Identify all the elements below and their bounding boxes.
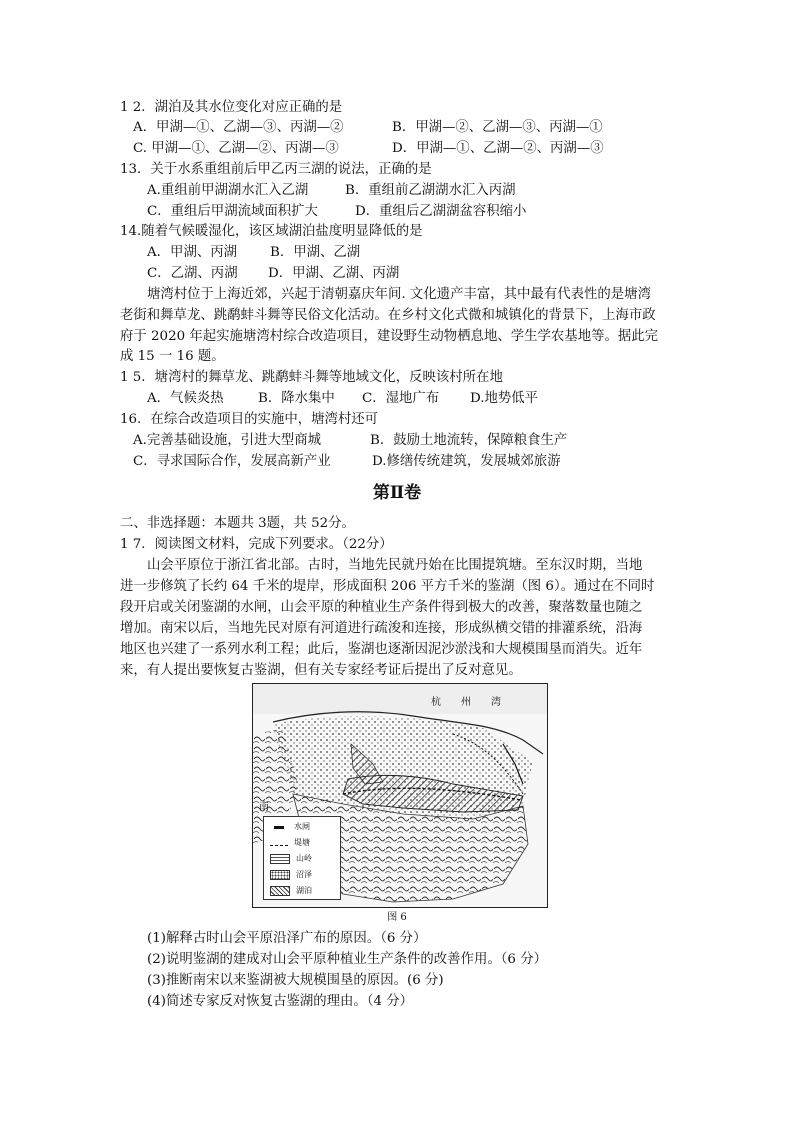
q17-para-line-2: 进一步修筑了长约 64 千米的堤岸，形成面积 206 平方千米的鉴湖（图 6）。通过在不同时 [120, 579, 655, 594]
lake-symbol-icon [270, 886, 290, 896]
q13-option-b: B．重组前乙湖湖水汇入丙湖 [345, 183, 516, 198]
subquestion-1: (1)解释古时山会平原沿泽广布的原因。（6 分） [147, 931, 427, 946]
q14-option-d: D．甲湖、乙湖、丙湖 [268, 266, 400, 281]
q16-option-b: B．鼓励土地流转，保障粮食生产 [370, 433, 568, 448]
figure-caption: 图 6 [387, 912, 407, 923]
mountain-symbol-icon [270, 854, 290, 864]
section-title: 第Ⅱ卷 [372, 483, 422, 503]
q17-para-line-4: 增加。南宋以后，当地先民对原有河道进行疏浚和连接，形成纵横交错的排灌系统，沿海 [120, 621, 643, 636]
figure-6-map [252, 683, 548, 908]
q15-option-c: C．湿地广布 [362, 391, 440, 406]
q16-option-d: D.修缮传统建筑，发展城郊旅游 [372, 454, 561, 469]
q15-option-d: D.地势低平 [470, 391, 539, 406]
q17-para-line-6: 来，有人提出要恢复古鉴湖，但有关专家经考证后提出了反对意见。 [120, 663, 522, 678]
q17-para-line-5: 地区也兴建了一系列水利工程；此后，鉴湖也逐渐因泥沙淤浅和大规模围垦而消失。近年 [120, 642, 643, 657]
q15-stem: 1 5．塘湾村的舞草龙、跳鹬蚌斗舞等地域文化，反映该村所在地 [120, 370, 503, 385]
q16-option-c: C．寻求国际合作，发展高新产业 [133, 454, 331, 469]
q15-option-b: B．降水集中 [258, 391, 335, 406]
legend-item-marsh: 沼泽 [270, 869, 312, 881]
q13-option-a: A.重组前甲湖湖水汇入乙湖 [147, 183, 309, 198]
passage-line-3: 府于 2020 年起实施塘湾村综合改造项目，建设野生动物栖息地、学生学农基地等。据此完 [120, 329, 659, 344]
q12-stem: 1 2．湖泊及其水位变化对应正确的是 [120, 100, 343, 115]
legend-item-lake: 湖泊 [270, 885, 312, 897]
label-hangzhou-bay: 杭 州 湾 [431, 697, 501, 708]
q16-stem: 16．在综合改造项目的实施中，塘湾村还可 [120, 412, 379, 427]
legend-item-dike: 堤塘 [270, 837, 310, 849]
passage-line-4: 成 15 一 16 题。 [120, 349, 225, 364]
section-intro: 二、非选择题：本题共 3题，共 52分。 [120, 516, 355, 531]
legend-item-mountain: 山岭 [270, 853, 312, 865]
sluice-symbol-icon [274, 826, 284, 829]
label-south: 南 [259, 802, 269, 813]
q13-option-d: D．重组后乙湖湖盆容积缩小 [355, 204, 527, 219]
q12-option-a: A．甲湖—①、乙湖—③、丙湖—② [133, 120, 344, 135]
dike-symbol-icon [270, 841, 288, 846]
q15-option-a: A．气候炎热 [147, 391, 224, 406]
q14-option-b: B．甲湖、乙湖 [270, 245, 361, 260]
q17-para-line-1: 山会平原位于浙江省北部。古时，当地先民就丹始在比围提筑塘。至东汉时期，当地 [147, 558, 643, 573]
q17-para-line-3: 段开启或关闭鉴湖的水闸，山会平原的种植业生产条件得到极大的改善，聚落数量也随之 [120, 600, 643, 615]
q13-stem: 13．关于水系重组前后甲乙丙三湖的说法，正确的是 [120, 162, 432, 177]
subquestion-2: (2)说明鉴湖的建成对山会平原种植业生产条件的改善作用。（6 分） [147, 952, 547, 967]
q12-option-c: C. 甲湖—①、乙湖—②、丙湖—③ [133, 141, 339, 156]
map-legend [263, 816, 341, 900]
q14-option-a: A．甲湖、丙湖 [147, 245, 238, 260]
q17-stem: 1 7．阅读图文材料，完成下列要求。（22分） [120, 537, 393, 552]
legend-item-sluice: 水闸 [270, 821, 310, 833]
q14-stem: 14.随着气候暖湿化，该区域湖泊盐度明显降低的是 [120, 224, 423, 239]
passage-line-1: 塘湾村位于上海近郊，兴起于清朝嘉庆年间. 文化遗产丰富，其中最有代表性的是塘湾 [147, 287, 651, 302]
marsh-symbol-icon [270, 870, 290, 880]
passage-line-2: 老街和舞草龙、跳鹬蚌斗舞等民俗文化活动。在乡村文化式微和城镇化的背景下，上海市政 [120, 308, 656, 323]
q12-option-d: D．甲湖—①、乙湖—②、丙湖—③ [392, 141, 604, 156]
subquestion-4: (4)简述专家反对恢复古鉴湖的理由。（4 分） [147, 994, 414, 1009]
q12-option-b: B．甲湖—②、乙湖—③、丙湖—① [392, 120, 603, 135]
q14-option-c: C．乙湖、丙湖 [147, 266, 238, 281]
subquestion-3: (3)推断南宋以来鉴湖被大规模围垦的原因。(6 分) [147, 973, 444, 988]
q16-option-a: A.完善基础设施，引进大型商城 [133, 433, 322, 448]
q13-option-c: C．重组后甲湖流域面积扩大 [147, 204, 318, 219]
